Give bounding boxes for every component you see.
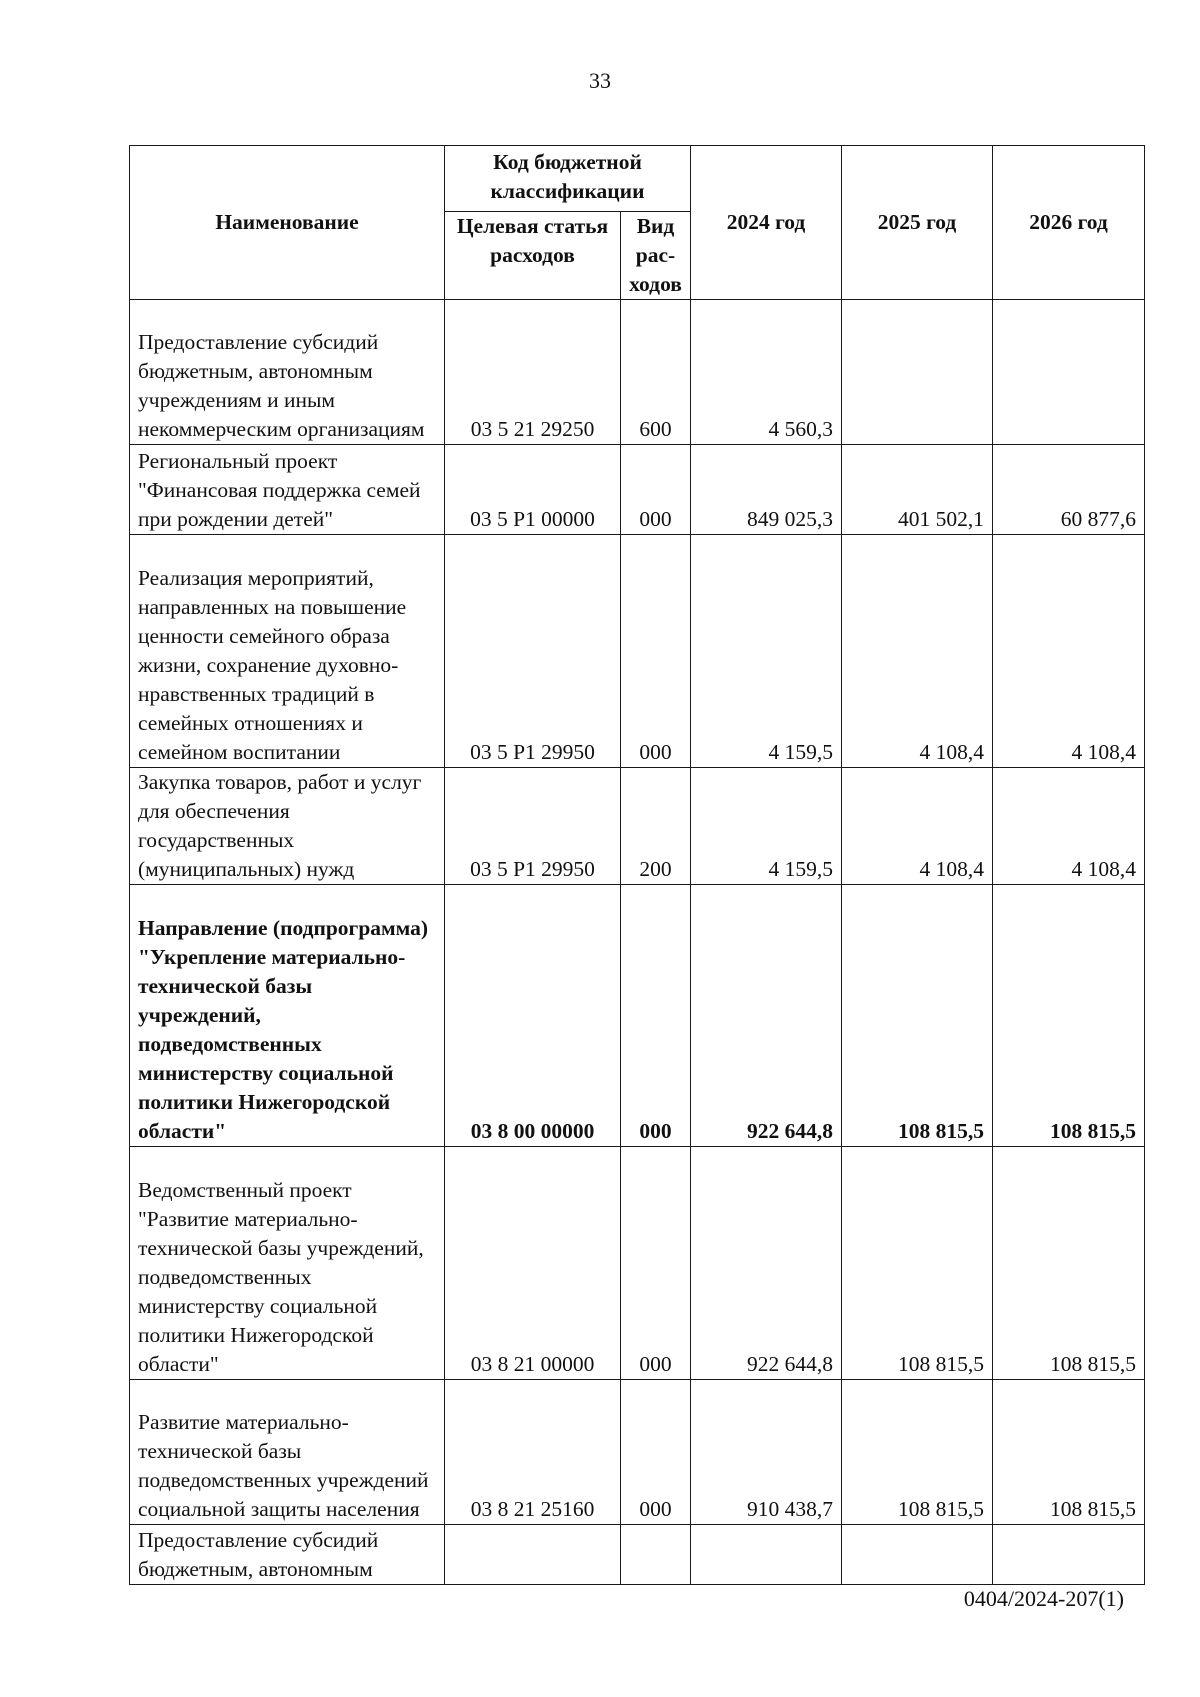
page-number: 33 [589, 68, 611, 93]
row-kind: 000 [621, 885, 691, 1147]
row-2026 [993, 1525, 1145, 1585]
row-code: 03 5 21 29250 [445, 300, 621, 445]
row-2025: 401 502,1 [842, 445, 993, 535]
row-2026: 108 815,5 [993, 1380, 1145, 1525]
row-2026: 108 815,5 [993, 1147, 1145, 1380]
table-row [130, 1147, 1145, 1380]
header-2025: 2025 год [842, 146, 993, 300]
row-2026 [993, 300, 1145, 445]
row-code: 03 5 P1 00000 [445, 445, 621, 535]
row-kind: 200 [621, 768, 691, 885]
row-2026: 4 108,4 [993, 535, 1145, 768]
row-2025: 4 108,4 [842, 768, 993, 885]
row-code: 03 5 P1 29950 [445, 768, 621, 885]
row-2024 [691, 1525, 842, 1585]
header-code-group: Код бюджетной классификации [445, 146, 691, 212]
row-code [445, 1525, 621, 1585]
header-2026: 2026 год [993, 146, 1145, 300]
table-row [130, 1380, 1145, 1525]
row-kind: 000 [621, 1380, 691, 1525]
row-2024: 922 644,8 [691, 1147, 842, 1380]
table-row [130, 300, 1145, 445]
row-2024: 4 159,5 [691, 768, 842, 885]
row-name: Предоставление субсидий бюджетным, автономным [130, 1525, 445, 1585]
row-2026: 108 815,5 [993, 885, 1145, 1147]
row-name: Развитие материально-технической базы подведомственных учреждений социальной защиты населения [130, 1380, 445, 1525]
row-kind: 000 [621, 535, 691, 768]
row-name: Ведомственный проект "Развитие материально-технической базы учреждений, подведомственных министерству социальной политики Нижегородской области" [130, 1147, 445, 1380]
table-row [130, 1525, 1145, 1585]
row-2024: 4 159,5 [691, 535, 842, 768]
budget-table [129, 145, 1145, 1585]
row-2024: 4 560,3 [691, 300, 842, 445]
table-row [130, 768, 1145, 885]
row-2025 [842, 1525, 993, 1585]
row-code: 03 8 21 00000 [445, 1147, 621, 1380]
header-target-article: Целевая статья расходов [445, 212, 621, 300]
row-2025: 108 815,5 [842, 1380, 993, 1525]
row-name: Закупка товаров, работ и услуг для обеспечения государственных (муниципальных) нужд [130, 768, 445, 885]
row-2025 [842, 300, 993, 445]
table-row [130, 535, 1145, 768]
row-2024: 910 438,7 [691, 1380, 842, 1525]
row-2025: 108 815,5 [842, 1147, 993, 1380]
header-expense-kind: Вид рас-ходов [621, 212, 691, 300]
row-kind: 000 [621, 445, 691, 535]
row-kind [621, 1525, 691, 1585]
row-2025: 4 108,4 [842, 535, 993, 768]
header-2024: 2024 год [691, 146, 842, 300]
table-row [130, 885, 1145, 1147]
row-kind: 600 [621, 300, 691, 445]
row-code: 03 5 P1 29950 [445, 535, 621, 768]
row-2026: 60 877,6 [993, 445, 1145, 535]
row-name: Региональный проект "Финансовая поддержка семей при рождении детей" [130, 445, 445, 535]
row-kind: 000 [621, 1147, 691, 1380]
row-name: Реализация мероприятий, направленных на повышение ценности семейного образа жизни, сохранение духовно-нравственных традиций в семейных отношениях и семейном воспитании [130, 535, 445, 768]
row-2024: 849 025,3 [691, 445, 842, 535]
row-2025: 108 815,5 [842, 885, 993, 1147]
row-code: 03 8 21 25160 [445, 1380, 621, 1525]
row-name: Предоставление субсидий бюджетным, автономным учреждениям и иным некоммерческим организациям [130, 300, 445, 445]
document-number: 0404/2024-207(1) [963, 1586, 1124, 1611]
row-2024: 922 644,8 [691, 885, 842, 1147]
row-2026: 4 108,4 [993, 768, 1145, 885]
row-name: Направление (подпрограмма) "Укрепление материально-технической базы учреждений, подведомственных министерству социальной политики Нижегородской области" [130, 885, 445, 1147]
header-name: Наименование [130, 146, 445, 300]
table-row [130, 445, 1145, 535]
row-code: 03 8 00 00000 [445, 885, 621, 1147]
